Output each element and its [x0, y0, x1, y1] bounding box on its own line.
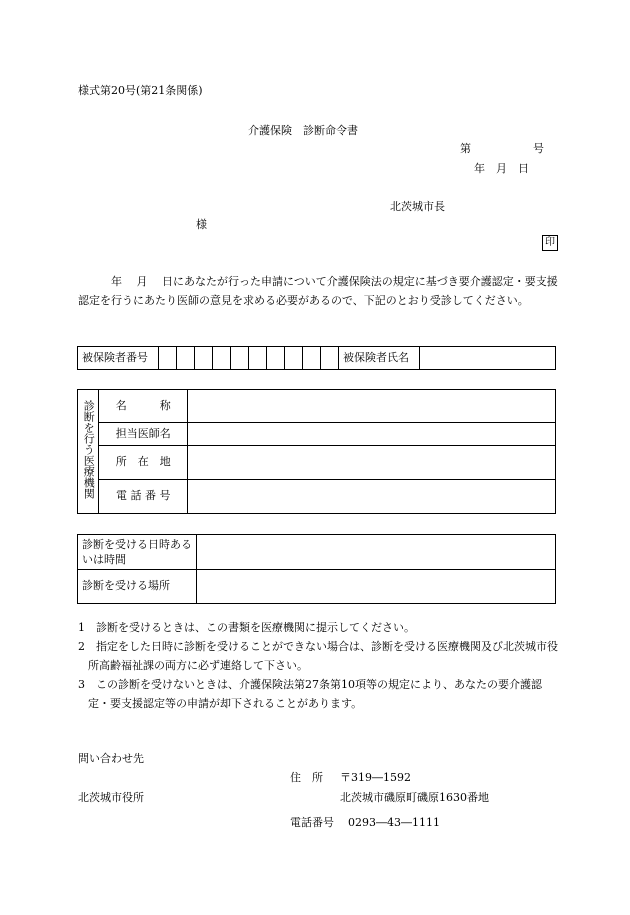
- body-paragraph: 年 月 日にあなたが行った申請について介護保険法の規定に基づき要介護認定・要支援認定を行うにあたり医師の意見を求める必要があるので、下記のとおり受診してください。: [78, 275, 558, 307]
- insured-table: [77, 346, 556, 370]
- insured-name-field[interactable]: [420, 347, 556, 370]
- doctor-name-label: 担当医師名: [99, 423, 188, 446]
- issuer-name: 北茨城市長: [390, 200, 445, 213]
- institution-name-field[interactable]: [188, 390, 556, 423]
- contact-heading: 問い合わせ先: [78, 752, 144, 765]
- issue-date: 年 月 日: [474, 162, 529, 175]
- phone-number: 0293―43―1111: [348, 816, 440, 829]
- insured-number-digit[interactable]: [321, 347, 339, 370]
- insured-name-label: 被保険者氏名: [339, 347, 420, 370]
- appointment-datetime-label: 診断を受ける日時あるいは時間: [78, 535, 197, 570]
- contact-office: 北茨城市役所: [78, 791, 144, 804]
- insured-number-digit[interactable]: [177, 347, 195, 370]
- institution-phone-field[interactable]: [188, 480, 556, 514]
- seal-mark: 印: [542, 235, 558, 251]
- insured-number-digit[interactable]: [303, 347, 321, 370]
- insured-number-digit[interactable]: [285, 347, 303, 370]
- insured-number-digit[interactable]: [267, 347, 285, 370]
- postal-code: 〒319―1592: [340, 771, 411, 784]
- insured-number-digit[interactable]: [213, 347, 231, 370]
- contact-address: 北茨城市磯原町磯原1630番地: [340, 791, 489, 804]
- insured-number-digit[interactable]: [195, 347, 213, 370]
- notes-list: [78, 618, 558, 713]
- institution-phone-label: 電 話 番 号: [99, 480, 188, 514]
- form-number: 様式第20号(第21条関係): [78, 84, 203, 97]
- doc-number-suffix: 号: [533, 142, 544, 155]
- doc-number-prefix: 第: [460, 142, 471, 155]
- insured-number-digit[interactable]: [249, 347, 267, 370]
- note-item: 3 この診断を受けないときは、介護保険法第27条第10項等の規定により、あなたの要介護認定・要支援認定等の申請が却下されることがあります。: [78, 678, 542, 710]
- addressee-suffix: 様: [196, 218, 207, 231]
- doctor-name-field[interactable]: [188, 423, 556, 446]
- insured-number-digit[interactable]: [159, 347, 177, 370]
- institution-side-label: 診断を行う医療機関: [78, 390, 99, 514]
- appointment-place-label: 診断を受ける場所: [78, 570, 197, 604]
- institution-table: [77, 389, 556, 514]
- appointment-place-field[interactable]: [197, 570, 556, 604]
- institution-address-field[interactable]: [188, 446, 556, 480]
- appointment-table: [77, 534, 556, 604]
- appointment-datetime-field[interactable]: [197, 535, 556, 570]
- note-item: 2 指定をした日時に診断を受けることができない場合は、診断を受ける医療機関及び北茨城市役所高齢福祉課の両方に必ず連絡して下さい。: [78, 640, 558, 672]
- note-item: 1 診断を受けるときは、この書類を医療機関に提示してください。: [78, 621, 415, 634]
- address-label: 住 所: [290, 771, 323, 784]
- institution-name-label: 名 称: [99, 390, 188, 423]
- institution-address-label: 所 在 地: [99, 446, 188, 480]
- insured-number-digit[interactable]: [231, 347, 249, 370]
- insured-number-label: 被保険者番号: [78, 347, 159, 370]
- phone-label: 電話番号: [290, 816, 334, 829]
- document-title: 介護保険 診断命令書: [248, 124, 358, 137]
